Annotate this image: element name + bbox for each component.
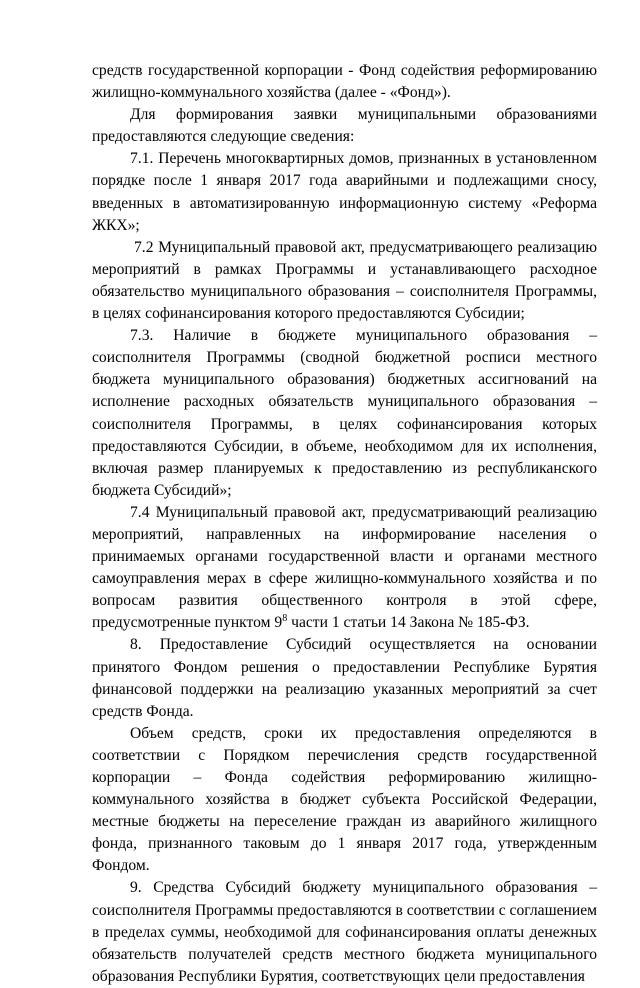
paragraph-7-4-superscript: 8: [282, 613, 288, 625]
paragraph-7-4: [92, 502, 597, 635]
paragraph-7-4-text: 7.4 Муниципальный правовой акт, предусматривающий реализацию мероприятий, направленных на информирование населения о принимаемых органами государственной власти и органами местного самоуправления мерах в сфере жилищно-коммунального хозяйства и по вопросам развития общественного контроля в этой сфере, предусмотренные пунктом 9: [92, 503, 597, 632]
paragraph-8: 8. Предоставление Субсидий осуществляется на основании принятого Фондом решения о предоставлении Республике Бурятия финансовой поддержки на реализацию указанных мероприятий за счет средств Фонда.: [92, 636, 597, 720]
paragraph-funds-continuation: средств государственной корпорации - Фонд содействия реформированию жилищно-коммунального хозяйства (далее - «Фонд»).: [92, 62, 597, 102]
paragraph-9: 9. Средства Субсидий бюджету муниципального образования – соисполнителя Программы предоставляются в соответствии с соглашением в пределах суммы, необходимой для софинансирования оплаты денежных обязательств получателей средств местного бюджета муниципального образования Республики Бурятия, соответствующих цели предоставления: [92, 879, 597, 985]
paragraph-7-2: 7.2 Муниципальный правовой акт, предусматривающего реализацию мероприятий в рамках Программы и устанавливающего расходное обязательство муниципального образования – соисполнителя Программы, в целях софинансирования которого предоставляются Субсидии;: [92, 238, 597, 323]
paragraph-7-4-tail: части 1 статьи 14 Закона № 185-ФЗ.: [287, 614, 530, 632]
document-body: [92, 60, 597, 988]
paragraph-7-1: 7.1. Перечень многоквартирных домов, признанных в установленном порядке после 1 января 2017 года аварийными и подлежащими сносу, введенных в автоматизированную информационную систему «Реформа ЖКХ»;: [92, 150, 597, 234]
paragraph-application-intro: Для формирования заявки муниципальными образованиями предоставляются следующие сведения:: [92, 106, 597, 146]
paragraph-7-3: 7.3. Наличие в бюджете муниципального образования – соисполнителя Программы (сводной бюджетной росписи местного бюджета муниципального образования) бюджетных ассигнований на исполнение расходных обязательств муниципального образования – соисполнителя Программы, в целях софинансирования которых предоставляются Субсидии, в объеме, необходимом для их исполнения, включая размер планируемых к предоставлению из республиканского бюджета Субсидий»;: [92, 327, 597, 499]
paragraph-funding-volume: Объем средств, сроки их предоставления определяются в соответствии с Порядком перечисления средств государственной корпорации – Фонда содействия реформированию жилищно-коммунального хозяйства в бюджет субъекта Российской Федерации, местные бюджеты на переселение граждан из аварийного жилищного фонда, признанного таковым до 1 января 2017 года, утвержденным Фондом.: [92, 724, 597, 875]
